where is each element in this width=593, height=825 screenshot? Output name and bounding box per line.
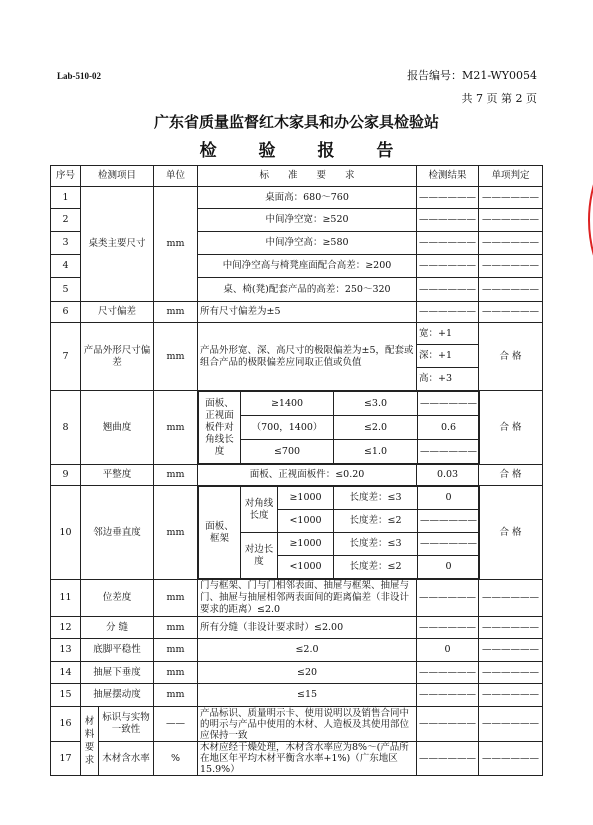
row-unit: —— xyxy=(154,707,198,742)
row-result: —————— xyxy=(418,510,480,533)
row-judgement: —————— xyxy=(479,255,543,278)
table-row xyxy=(51,302,543,323)
row-requirement: 长度差：≤3 xyxy=(334,487,418,510)
table-header-row xyxy=(51,166,543,187)
row-subitem: 面板、框架 xyxy=(199,487,241,579)
table-row xyxy=(51,187,543,209)
row-result: —————— xyxy=(417,707,479,742)
row-subitem: 面板、正视面板件对角线长度 xyxy=(199,392,241,464)
row-requirement: 长度差：≤2 xyxy=(334,510,418,533)
header-no: 序号 xyxy=(51,166,81,187)
row-no: 14 xyxy=(51,662,81,684)
inspection-table xyxy=(50,165,543,776)
row-judgement: —————— xyxy=(479,684,543,707)
row-no: 8 xyxy=(51,391,81,465)
row-unit: mm xyxy=(154,617,198,639)
row-item: 位差度 xyxy=(81,580,154,617)
row-judgement: —————— xyxy=(479,302,543,323)
row-item: 邻边垂直度 xyxy=(81,486,154,580)
row-no: 9 xyxy=(51,465,81,486)
row-item: 分 缝 xyxy=(81,617,154,639)
row-no: 12 xyxy=(51,617,81,639)
row-requirement: ≤20 xyxy=(198,662,417,684)
row-no: 17 xyxy=(51,742,81,776)
header-item: 检测项目 xyxy=(81,166,154,187)
row-unit: mm xyxy=(154,580,198,617)
row-judgement: —————— xyxy=(479,187,543,209)
row-result: 0.6 xyxy=(418,416,480,440)
row-no: 10 xyxy=(51,486,81,580)
row-item: 木材含水率 xyxy=(99,742,154,776)
table-row xyxy=(51,742,543,776)
table-row xyxy=(51,639,543,662)
row-requirement: 中间净空高与椅凳座面配合高差：≥200 xyxy=(198,255,417,278)
row-result: —————— xyxy=(417,742,479,776)
row-unit: mm xyxy=(154,323,198,391)
row-no: 15 xyxy=(51,684,81,707)
row-judgement: —————— xyxy=(479,580,543,617)
page-indicator: 共 7 页 第 2 页 xyxy=(461,92,537,105)
row-condition: ≥1400 xyxy=(241,392,334,416)
row-item: 翘曲度 xyxy=(81,391,154,465)
row-no: 2 xyxy=(51,209,81,232)
row-requirement: 产品外形宽、深、高尺寸的极限偏差为±5，配套或组合产品的极限偏差应同取正值或负值 xyxy=(198,323,417,391)
row-no: 7 xyxy=(51,323,81,391)
row-group: 对角线长度 xyxy=(241,487,278,533)
row-no: 5 xyxy=(51,278,81,302)
row-item: 标识与实物一致性 xyxy=(99,707,154,742)
row-judgement: —————— xyxy=(479,209,543,232)
row-result: 0 xyxy=(417,639,479,662)
row-unit: mm xyxy=(154,302,198,323)
row-item: 桌类主要尺寸 xyxy=(81,187,154,302)
row-condition: ≤700 xyxy=(241,440,334,464)
row-result: —————— xyxy=(418,440,480,464)
table-row xyxy=(51,662,543,684)
row-no: 11 xyxy=(51,580,81,617)
row-result: 0 xyxy=(418,487,480,510)
row-result: —————— xyxy=(417,617,479,639)
row-requirement: 面板、正视面板件：≤0.20 xyxy=(198,465,417,486)
row-result: —————— xyxy=(417,187,479,209)
table-row xyxy=(51,580,543,617)
row-unit: mm xyxy=(154,187,198,302)
row-judgement: —————— xyxy=(479,278,543,302)
table-row xyxy=(51,391,543,465)
row-result: —————— xyxy=(417,232,479,255)
row-result: 宽：+1 xyxy=(417,323,479,345)
row-requirement: ≤2.0 xyxy=(198,639,417,662)
row-item: 产品外形尺寸偏差 xyxy=(81,323,154,391)
header-judgement: 单项判定 xyxy=(479,166,543,187)
row-requirement: 长度差：≤3 xyxy=(334,533,418,556)
report-title: 检 验 报 告 xyxy=(199,141,412,161)
row-result: 0.03 xyxy=(417,465,479,486)
row-requirement: ≤3.0 xyxy=(334,392,418,416)
header-result: 检测结果 xyxy=(417,166,479,187)
row-no: 13 xyxy=(51,639,81,662)
row-result: —————— xyxy=(417,580,479,617)
row-result: 高：+3 xyxy=(417,368,479,391)
row-judgement: —————— xyxy=(479,639,543,662)
row-result: —————— xyxy=(417,302,479,323)
row-result: 深：+1 xyxy=(417,345,479,368)
row-judgement: —————— xyxy=(479,617,543,639)
row-requirement: 产品标识、质量明示卡、使用说明以及销售合同中的明示与产品中使用的木材、人造板及其使用部位应保持一致 xyxy=(198,707,417,742)
row-no: 1 xyxy=(51,187,81,209)
seal-stamp-outline xyxy=(572,165,593,275)
organization-name: 广东省质量监督红木家具和办公家具检验站 xyxy=(153,113,439,131)
row-condition: ≥1000 xyxy=(278,487,334,510)
row-result: —————— xyxy=(417,662,479,684)
row-judgement: —————— xyxy=(479,707,543,742)
row-item: 尺寸偏差 xyxy=(81,302,154,323)
row-requirement: 中间净空宽：≥520 xyxy=(198,209,417,232)
row-requirement: 中间净空高：≥580 xyxy=(198,232,417,255)
row-item: 平整度 xyxy=(81,465,154,486)
row-unit: mm xyxy=(154,465,198,486)
table-row xyxy=(51,707,543,742)
row-judgement: 合 格 xyxy=(479,391,543,465)
row-condition: ≥1000 xyxy=(278,533,334,556)
row-requirement: ≤15 xyxy=(198,684,417,707)
row-judgement: 合 格 xyxy=(479,465,543,486)
row-condition: （700，1400） xyxy=(241,416,334,440)
row-result: —————— xyxy=(418,392,480,416)
row-unit: mm xyxy=(154,684,198,707)
table-row xyxy=(51,323,543,345)
row-no: 16 xyxy=(51,707,81,742)
row-unit: mm xyxy=(154,662,198,684)
row-requirement: 门与框架、门与门相邻表面、抽屉与框架、抽屉与门、抽屉与抽屉相邻两表面间的距离偏差（非设计要求的距离）≤2.0 xyxy=(198,580,417,617)
table-row xyxy=(51,684,543,707)
row-judgement: 合 格 xyxy=(479,323,543,391)
row-requirement: 长度差：≤2 xyxy=(334,556,418,579)
row-item: 抽屉下垂度 xyxy=(81,662,154,684)
row-result: —————— xyxy=(418,533,480,556)
row-result: —————— xyxy=(417,209,479,232)
header-requirement: 标 准 要 求 xyxy=(198,166,417,187)
row-result: —————— xyxy=(417,278,479,302)
row-group: 材料要求 xyxy=(81,707,99,776)
row-unit: mm xyxy=(154,486,198,580)
row-judgement: —————— xyxy=(479,662,543,684)
header-unit: 单位 xyxy=(154,166,198,187)
row-no: 4 xyxy=(51,255,81,278)
row-result: 0 xyxy=(418,556,480,579)
table-row xyxy=(51,486,543,580)
row-item: 抽屉摆动度 xyxy=(81,684,154,707)
row-requirement: 木材应经干燥处理，木材含水率应为8%～(产品所在地区年平均木材平衡含水率+1%)（广东地区15.9%） xyxy=(198,742,417,776)
row-requirement: ≤2.0 xyxy=(334,416,418,440)
row-unit: mm xyxy=(154,639,198,662)
row-judgement: 合 格 xyxy=(479,486,543,580)
row-result: —————— xyxy=(417,684,479,707)
table-row xyxy=(51,617,543,639)
row-condition: <1000 xyxy=(278,510,334,533)
row-requirement: 所有尺寸偏差为±5 xyxy=(198,302,417,323)
row-condition: <1000 xyxy=(278,556,334,579)
row-requirement: 桌、椅(凳)配套产品的高差：250～320 xyxy=(198,278,417,302)
row-requirement: 所有分缝（非设计要求时）≤2.00 xyxy=(198,617,417,639)
row-result: —————— xyxy=(417,255,479,278)
table-row xyxy=(51,465,543,486)
row-item: 底脚平稳性 xyxy=(81,639,154,662)
row-no: 6 xyxy=(51,302,81,323)
row-requirement: 桌面高：680～760 xyxy=(198,187,417,209)
row-group: 对边长度 xyxy=(241,533,278,579)
report-number: 报告编号：M21-WY0054 xyxy=(407,69,537,82)
row-requirement: ≤1.0 xyxy=(334,440,418,464)
row-judgement: —————— xyxy=(479,742,543,776)
row-judgement: —————— xyxy=(479,232,543,255)
document-code: Lab-510-02 xyxy=(57,71,102,81)
row-unit: mm xyxy=(154,391,198,465)
seal-stamp xyxy=(572,165,593,275)
row-no: 3 xyxy=(51,232,81,255)
row-unit: % xyxy=(154,742,198,776)
